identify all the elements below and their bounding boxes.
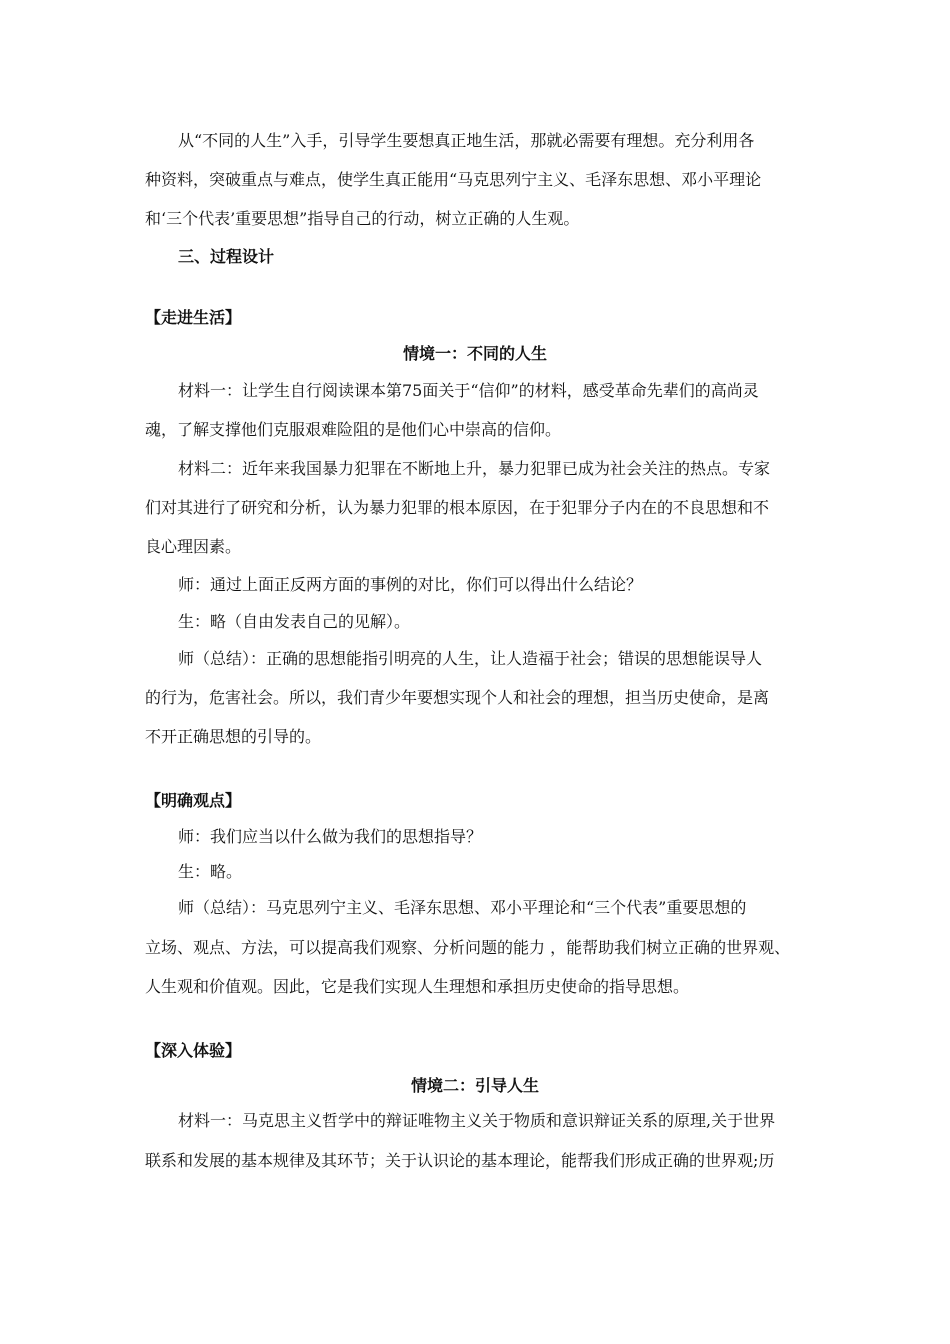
view-student-answer: 生：略。	[178, 862, 243, 881]
life-material1-line-1: 材料一：让学生自行阅读课本第75面关于“信仰”的材料，感受革命先辈们的高尚灵	[178, 381, 759, 400]
life-teacher-question: 师：通过上面正反两方面的事例的对比，你们可以得出什么结论？	[178, 575, 643, 594]
intro-line-3: 和‘三个代表’重要思想”指导自己的行动，树立正确的人生观。	[145, 209, 580, 228]
view-summary-line-3: 人生观和价值观。因此，它是我们实现人生理想和承担历史使命的指导思想。	[145, 977, 690, 996]
life-material2-line-3: 良心理因素。	[145, 537, 242, 556]
view-teacher-question: 师：我们应当以什么做为我们的思想指导？	[178, 827, 483, 846]
life-material2-line-2: 们对其进行了研究和分析，认为暴力犯罪的根本原因，在于犯罪分子内在的不良思想和不	[145, 498, 770, 517]
life-summary-line-2: 的行为，危害社会。所以，我们青少年要想实现个人和社会的理想，担当历史使命，是离	[145, 688, 770, 707]
section-title-process-design: 三、过程设计	[178, 247, 275, 266]
life-material1-line-2: 魂，了解支撑他们克服艰难险阻的是他们心中崇高的信仰。	[145, 420, 562, 439]
heading-clear-view: 【明确观点】	[145, 791, 242, 810]
life-student-answer: 生：略（自由发表自己的见解）。	[178, 612, 411, 631]
heading-enter-life: 【走进生活】	[145, 308, 242, 327]
scene-two-title: 情境二：引导人生	[410, 1076, 539, 1095]
view-summary-line-1: 师（总结）：马克思列宁主义、毛泽东思想、邓小平理论和“三个代表”重要思想的	[178, 898, 747, 917]
heading-deep-experience: 【深入体验】	[145, 1041, 242, 1060]
deep-material1-line-1: 材料一：马克思主义哲学中的辩证唯物主义关于物质和意识辩证关系的原理,关于世界	[178, 1111, 776, 1130]
intro-line-2: 种资料，突破重点与难点，使学生真正能用“马克思列宁主义、毛泽东思想、邓小平理论	[145, 170, 762, 189]
life-summary-line-1: 师（总结）：正确的思想能指引明亮的人生，让人造福于社会；错误的思想能误导人	[178, 649, 763, 668]
deep-material1-line-2: 联系和发展的基本规律及其环节；关于认识论的基本理论，能帮我们形成正确的世界观;历	[145, 1151, 775, 1170]
life-summary-line-3: 不开正确思想的引导的。	[145, 727, 322, 746]
life-material2-line-1: 材料二：近年来我国暴力犯罪在不断地上升，暴力犯罪已成为社会关注的热点。专家	[178, 459, 771, 478]
view-summary-line-2: 立场、观点、方法，可以提高我们观察、分析问题的能力 ，能帮助我们树立正确的世界观、	[145, 938, 791, 957]
scene-one-title: 情境一：不同的人生	[402, 344, 547, 363]
intro-line-1: 从“不同的人生”入手，引导学生要想真正地生活，那就必需要有理想。充分利用各	[178, 131, 755, 150]
